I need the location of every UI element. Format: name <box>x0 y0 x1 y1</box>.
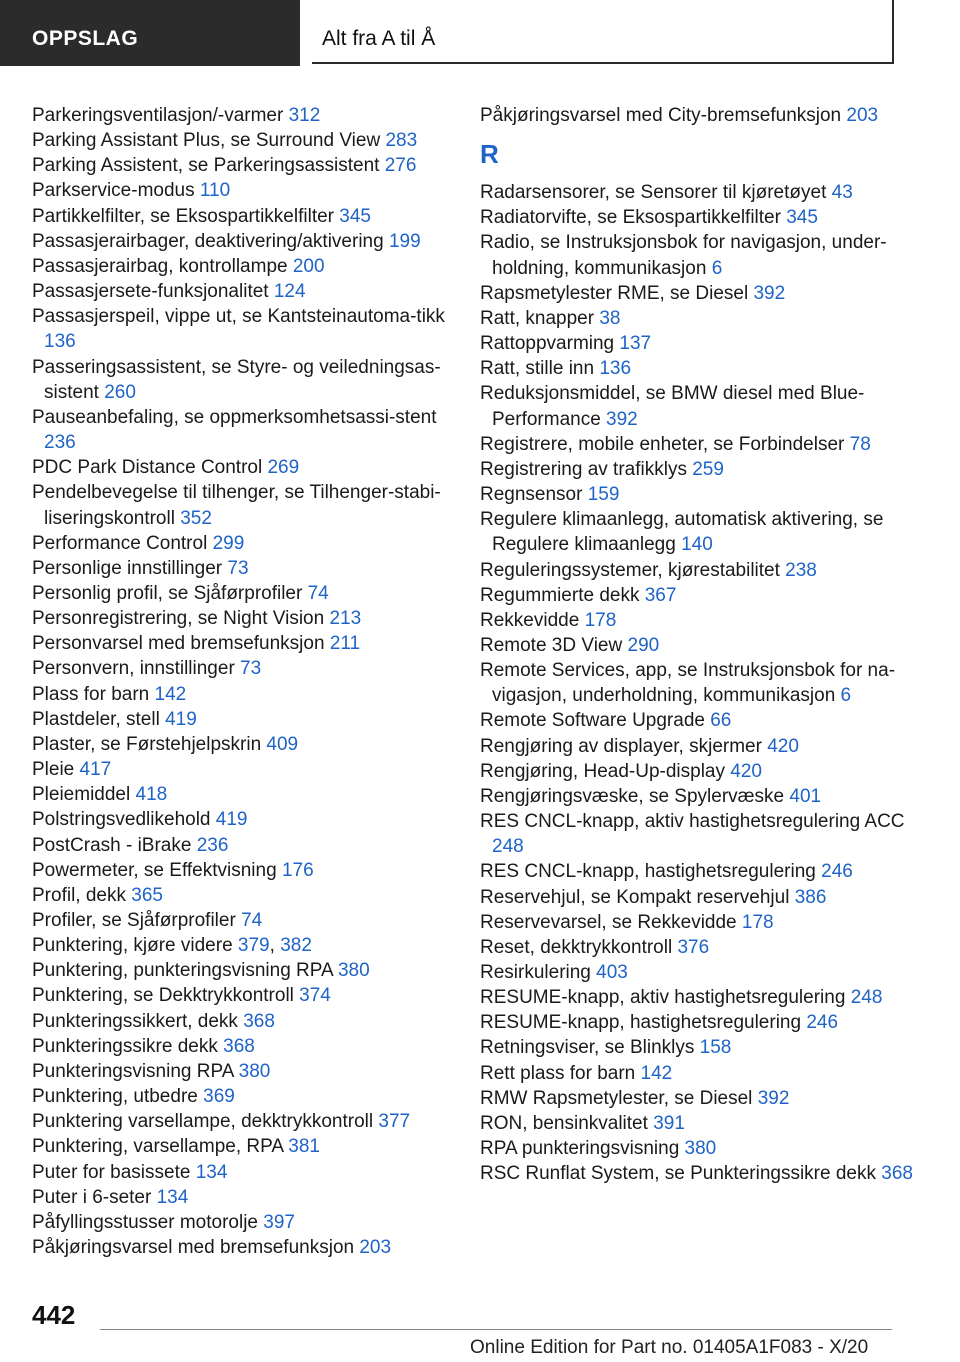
page-link[interactable]: 386 <box>794 886 827 908</box>
index-entry-text: Personregistrering, se Night Vision <box>32 608 330 630</box>
index-entry <box>32 883 452 908</box>
page-link[interactable]: 380 <box>337 960 370 982</box>
index-entry-text: Personvern, innstillinger <box>32 658 241 680</box>
index-entry-text: Partikkelfilter, se Eksospartikkelfilter <box>32 205 340 227</box>
page-link[interactable]: 159 <box>587 484 620 506</box>
page-link[interactable]: 136 <box>44 331 76 353</box>
index-entry-text: Passasjerspeil, vippe ut, se Kantsteinautoma-tikk <box>32 306 445 328</box>
page-link[interactable]: 158 <box>699 1037 732 1059</box>
index-entry <box>32 254 452 279</box>
page-link[interactable]: 345 <box>339 205 371 227</box>
index-entry <box>32 707 452 732</box>
index-entry <box>480 103 920 128</box>
index-entry-text: Rekkevidde <box>480 609 585 631</box>
index-entry <box>480 658 920 708</box>
page-link[interactable]: 380 <box>684 1138 717 1160</box>
index-entry <box>480 482 920 507</box>
page-link[interactable]: 369 <box>203 1086 235 1108</box>
index-entry <box>32 757 452 782</box>
index-entry <box>32 304 452 354</box>
index-entry <box>32 1084 452 1109</box>
index-entry <box>32 1134 452 1159</box>
index-entry-text: Pleie <box>32 759 80 781</box>
page-link[interactable]: 381 <box>288 1136 320 1158</box>
index-entry <box>32 1059 452 1084</box>
page-link[interactable]: 418 <box>135 784 168 806</box>
page-link[interactable]: 377 <box>378 1111 411 1133</box>
page-link[interactable]: 401 <box>789 785 822 807</box>
index-entry <box>480 885 920 910</box>
page-link[interactable]: 200 <box>292 255 325 277</box>
index-entry-text: RSC Runflat System, se Punkteringssikre dekk <box>480 1163 882 1185</box>
index-entry-text: Radarsensorer, se Sensorer til kjøretøyet <box>480 182 832 204</box>
index-entry <box>480 230 920 280</box>
index-entry <box>32 833 452 858</box>
index-entry-text: Retningsviser, se Blinklys <box>480 1037 700 1059</box>
index-entry-text: Reset, dekktrykkontroll <box>480 936 678 958</box>
index-entry-text: RESUME-knapp, aktiv hastighetsregulering <box>480 987 851 1009</box>
index-entry-text: RON, bensinkvalitet <box>480 1112 654 1134</box>
page-link[interactable]: 376 <box>677 936 710 958</box>
page-link[interactable]: 213 <box>329 608 362 630</box>
index-entry <box>32 682 452 707</box>
index-entry-text: Reguleringssystemer, kjørestabilitet <box>480 559 786 581</box>
index-entry-text: Ratt, stille inn <box>480 358 600 380</box>
index-entry <box>480 1035 920 1060</box>
index-entry <box>480 1161 920 1186</box>
index-entry <box>480 1010 920 1035</box>
index-entry-text: Remote Services, app, se Instruksjonsbok for na-vigasjon, underholdning, kommunikasjon <box>480 660 896 707</box>
index-entry <box>480 457 920 482</box>
chapter-header <box>312 0 894 64</box>
page-link[interactable]: 392 <box>753 282 786 304</box>
page-link[interactable]: 352 <box>180 507 212 529</box>
index-entry <box>32 204 452 229</box>
index-entry-text: Plastdeler, stell <box>32 708 166 730</box>
index-entry-text: Punktering varsellampe, dekktrykkontroll <box>32 1111 379 1133</box>
index-entry-text: Remote Software Upgrade <box>480 710 711 732</box>
index-entry-text: Regnsensor <box>480 484 588 506</box>
index-entry-text: RPA punkteringsvisning <box>480 1138 685 1160</box>
page-link[interactable]: 368 <box>243 1010 275 1032</box>
index-entry <box>32 732 452 757</box>
page-link[interactable]: 382 <box>280 935 312 957</box>
index-entry <box>480 960 920 985</box>
index-entry <box>32 807 452 832</box>
index-entry-text: Påfyllingsstusser motorolje <box>32 1211 264 1233</box>
index-entry <box>32 229 452 254</box>
index-entry-text: RES CNCL-knapp, aktiv hastighetsregulering ACC <box>480 811 905 833</box>
page-link[interactable]: 6 <box>711 257 723 279</box>
index-entry-text: PDC Park Distance Control <box>32 457 268 479</box>
index-entry <box>480 356 920 381</box>
index-entry-text: Performance Control <box>32 532 213 554</box>
section-letter-heading: R <box>480 139 499 170</box>
index-entry-text: RES CNCL-knapp, hastighetsregulering <box>480 861 822 883</box>
index-entry <box>480 708 920 733</box>
page-link[interactable]: 178 <box>741 911 774 933</box>
page-link[interactable]: 199 <box>388 230 421 252</box>
index-entry-text: Regummierte dekk <box>480 584 645 606</box>
index-entry <box>480 1061 920 1086</box>
page-link[interactable]: 290 <box>627 634 660 656</box>
index-entry-text: Plaster, se Førstehjelpskrin <box>32 733 267 755</box>
section-title: OPPSLAG <box>32 27 139 50</box>
index-entry-text: Passasjersete-funksjonalitet <box>32 281 274 303</box>
index-entry <box>480 910 920 935</box>
page-link[interactable]: 136 <box>599 358 632 380</box>
page-link[interactable]: 176 <box>281 859 314 881</box>
section-tab <box>0 0 300 66</box>
page-link[interactable]: 66 <box>710 710 732 732</box>
page-link[interactable]: 420 <box>767 735 799 757</box>
index-entry <box>32 656 452 681</box>
index-entry-text: Parking Assistent, se Parkeringsassistent <box>32 155 385 177</box>
index-entry-text: Reservehjul, se Kompakt reservehjul <box>480 886 795 908</box>
index-entry <box>32 1109 452 1134</box>
index-entry-text: Rengjøring, Head-Up-display <box>480 760 731 782</box>
index-entry <box>32 1009 452 1034</box>
index-entry <box>32 355 452 405</box>
page-link[interactable]: 134 <box>195 1161 228 1183</box>
page-link[interactable]: 420 <box>730 760 762 782</box>
index-entry-text: Radio, se Instruksjonsbok for navigasjon, under-holdning, kommunikasjon <box>480 232 887 279</box>
index-entry <box>32 405 452 455</box>
page-link[interactable]: 409 <box>266 733 299 755</box>
page-link[interactable]: 203 <box>359 1237 392 1259</box>
index-entry-text: Parkeringsventilasjon/-varmer <box>32 105 289 126</box>
footer-divider <box>100 1329 892 1330</box>
index-column-left <box>32 103 452 1260</box>
index-entry-text: Puter i 6-seter <box>32 1186 157 1208</box>
index-entry <box>32 128 452 153</box>
page-link[interactable]: 368 <box>223 1035 255 1057</box>
page-link[interactable]: 246 <box>806 1012 839 1034</box>
index-entry <box>32 1185 452 1210</box>
page-link[interactable]: 259 <box>692 458 724 480</box>
index-entry-text: Powermeter, se Effektvisning <box>32 859 282 881</box>
index-entry-text: Punkteringsvisning RPA <box>32 1060 239 1082</box>
index-entry <box>480 759 920 784</box>
index-entry <box>480 558 920 583</box>
index-entry <box>32 983 452 1008</box>
index-entry-text: Profiler, se Sjåførprofiler <box>32 910 242 931</box>
page-link[interactable]: 397 <box>263 1211 295 1233</box>
page-link[interactable]: 419 <box>215 809 248 831</box>
index-entry <box>480 1136 920 1161</box>
page-link[interactable]: 236 <box>44 432 76 454</box>
page-link[interactable]: 248 <box>492 836 524 858</box>
page-link[interactable]: 379 <box>237 935 270 957</box>
index-entry-text: Pendelbevegelse til tilhenger, se Tilhenger-stabi-liseringskontroll <box>32 482 441 529</box>
page-link[interactable]: 134 <box>156 1186 189 1208</box>
index-entry-text: Profil, dekk <box>32 884 132 906</box>
page-link[interactable]: 391 <box>653 1112 685 1134</box>
index-entry <box>480 1086 920 1111</box>
page-link[interactable]: 73 <box>227 557 249 579</box>
index-entry <box>480 381 920 431</box>
page-link[interactable]: 276 <box>384 155 417 177</box>
page-link[interactable]: 203 <box>846 105 879 126</box>
index-entry <box>32 103 452 128</box>
index-entry <box>480 432 920 457</box>
index-entry <box>480 734 920 759</box>
index-entry-text: Puter for basissete <box>32 1161 196 1183</box>
index-entry-text: Rapsmetylester RME, se Diesel <box>480 282 754 304</box>
index-entry <box>32 1034 452 1059</box>
page-link[interactable]: 236 <box>196 834 229 856</box>
index-entry <box>480 583 920 608</box>
index-entry-text: Personlige innstillinger <box>32 557 228 579</box>
index-entry-text: Passasjerairbag, kontrollampe <box>32 255 293 277</box>
page-link[interactable]: 283 <box>385 130 418 152</box>
page-link[interactable]: 38 <box>599 307 621 329</box>
page-link[interactable]: 74 <box>307 582 329 604</box>
page-link[interactable]: 380 <box>238 1060 271 1082</box>
index-entry-text: Pauseanbefaling, se oppmerksomhetsassi-stent <box>32 406 437 428</box>
index-entry-text: Påkjøringsvarsel med City-bremsefunksjon <box>480 105 847 126</box>
page-link[interactable]: 140 <box>681 534 713 556</box>
index-entry <box>480 809 920 859</box>
page-link[interactable]: 365 <box>131 884 163 906</box>
page-link[interactable]: 374 <box>299 985 331 1007</box>
index-entry <box>480 331 920 356</box>
index-entry-text: Personlig profil, se Sjåførprofiler <box>32 582 308 604</box>
page-link[interactable]: 248 <box>850 987 883 1009</box>
page-link[interactable]: 43 <box>831 182 853 204</box>
index-entry <box>32 606 452 631</box>
page-link[interactable]: 417 <box>79 759 112 781</box>
page-link[interactable]: 367 <box>644 584 677 606</box>
index-entry-text: Registrere, mobile enheter, se Forbindelser <box>480 433 850 455</box>
page-link[interactable]: 392 <box>757 1087 790 1109</box>
index-entry-text: Rengjøringsvæske, se Spylervæske <box>480 785 790 807</box>
page-link[interactable]: 6 <box>840 685 852 707</box>
index-entry-text: Punkteringssikkert, dekk <box>32 1010 244 1032</box>
index-entry <box>32 1160 452 1185</box>
index-entry-text: RMW Rapsmetylester, se Diesel <box>480 1087 758 1109</box>
index-entry <box>480 1111 920 1136</box>
index-entry <box>32 958 452 983</box>
index-entry <box>480 281 920 306</box>
page-link[interactable]: 78 <box>849 433 871 455</box>
index-entry-text: Passeringsassistent, se Styre- og veiledningsas-sistent <box>32 356 441 403</box>
index-entry-text: Rengjøring av displayer, skjermer <box>480 735 768 757</box>
page-link[interactable]: 403 <box>596 962 628 983</box>
page-link[interactable]: 260 <box>104 381 136 403</box>
index-entry <box>480 985 920 1010</box>
page-link[interactable]: 73 <box>240 658 262 680</box>
index-entry-text: PostCrash - iBrake <box>32 834 197 856</box>
index-entry <box>32 556 452 581</box>
index-entry-text: Punktering, utbedre <box>32 1086 204 1108</box>
page-link[interactable]: 137 <box>619 333 652 355</box>
index-entry-text: Resirkulering <box>480 962 597 983</box>
index-entry <box>32 178 452 203</box>
index-entry <box>480 859 920 884</box>
index-entry-text: Passasjerairbager, deaktivering/aktivering <box>32 230 389 252</box>
index-entry-text: Rattoppvarming <box>480 333 620 355</box>
index-entry <box>32 908 452 933</box>
index-entry-text: Påkjøringsvarsel med bremsefunksjon <box>32 1237 360 1259</box>
index-entry <box>32 782 452 807</box>
index-entry-text: Punktering, punkteringsvisning RPA <box>32 960 338 982</box>
page-link[interactable]: 299 <box>212 532 245 554</box>
index-entry-text: Pleiemiddel <box>32 784 136 806</box>
page-link[interactable]: 345 <box>786 207 818 229</box>
index-entry-text: Parking Assistant Plus, se Surround View <box>32 130 386 152</box>
index-entry-text: Rett plass for barn <box>480 1062 641 1084</box>
index-entry-text: Parkservice-modus <box>32 180 200 202</box>
index-entry <box>480 608 920 633</box>
page-link[interactable]: 368 <box>881 1163 913 1185</box>
index-entry-text: Punkteringssikre dekk <box>32 1035 224 1057</box>
page-link[interactable]: 246 <box>821 861 853 883</box>
index-entry <box>480 633 920 658</box>
page-link[interactable]: 392 <box>606 408 638 430</box>
index-entry <box>480 507 920 557</box>
index-entry <box>32 631 452 656</box>
index-entry-text: Ratt, knapper <box>480 307 600 329</box>
index-entry-text: Reservevarsel, se Rekkevidde <box>480 911 742 933</box>
index-entry <box>32 1235 452 1260</box>
index-entry <box>32 279 452 304</box>
index-entry-text: Punktering, varsellampe, RPA <box>32 1136 289 1158</box>
index-entry <box>32 153 452 178</box>
index-entry-text: Punktering, se Dekktrykkontroll <box>32 985 300 1007</box>
index-entry: Punktering, kjøre videre 379, 382 <box>32 935 312 957</box>
index-entry-text: Registrering av trafikklys <box>480 458 693 480</box>
footer-text: Online Edition for Part no. 01405A1F083 - X/20 <box>470 1337 869 1358</box>
index-entry-text: RESUME-knapp, hastighetsregulering <box>480 1012 807 1034</box>
page-link[interactable]: 269 <box>267 457 300 479</box>
index-entry <box>32 531 452 556</box>
page-link[interactable]: 110 <box>199 180 231 202</box>
index-entry-text: Personvarsel med bremsefunksjon <box>32 633 330 655</box>
page-link[interactable]: 312 <box>288 105 321 126</box>
page-link[interactable]: 142 <box>640 1062 673 1084</box>
index-entry-text: Punktering, kjøre videre <box>32 935 238 957</box>
index-entry-text: Remote 3D View <box>480 634 628 656</box>
index-entry <box>32 581 452 606</box>
index-entry-text: Polstringsvedlikehold <box>32 809 216 831</box>
page-number: 442 <box>32 1300 76 1330</box>
index-entry <box>480 935 920 960</box>
index-entry-text: Reduksjonsmiddel, se BMW diesel med Blue-Performance <box>480 383 865 430</box>
page-link[interactable]: 238 <box>785 559 817 581</box>
index-entry <box>32 1210 452 1235</box>
index-entry-text: Plass for barn <box>32 683 155 705</box>
page-link[interactable]: 142 <box>154 683 187 705</box>
index-entry-text: Radiatorvifte, se Eksospartikkelfilter <box>480 207 787 229</box>
page-link[interactable]: 211 <box>329 633 361 655</box>
index-entry-text: Regulere klimaanlegg, automatisk aktivering, se Regulere klimaanlegg <box>480 509 884 556</box>
index-entry <box>480 180 920 205</box>
index-entry <box>32 455 452 480</box>
index-column-right <box>480 103 920 1186</box>
index-entry <box>32 480 452 530</box>
index-entry <box>480 784 920 809</box>
page-link[interactable]: 419 <box>165 708 197 730</box>
page-link[interactable]: 178 <box>584 609 617 631</box>
index-entry <box>32 858 452 883</box>
index-entry <box>480 306 920 331</box>
index-entry <box>480 205 920 230</box>
page-link[interactable]: 74 <box>241 910 263 931</box>
page-link[interactable]: 124 <box>273 281 306 303</box>
chapter-title: Alt fra A til Å <box>322 27 436 50</box>
